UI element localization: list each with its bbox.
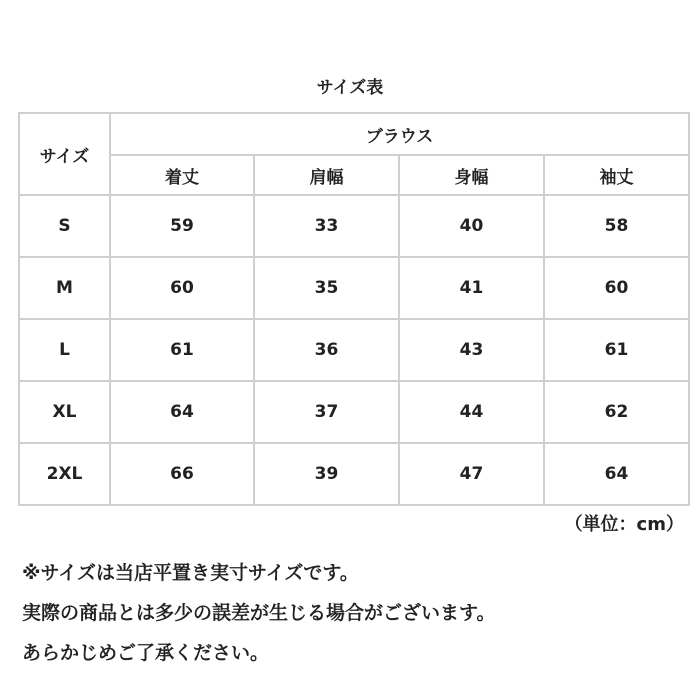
header-row-group	[19, 113, 689, 155]
table-cell: 44	[399, 381, 544, 443]
table-cell: 47	[399, 443, 544, 505]
note-line: ※サイズは当店平置き実寸サイズです。	[22, 562, 359, 584]
table-cell: 64	[110, 381, 254, 443]
table-cell: 59	[110, 195, 254, 257]
header-row-columns	[19, 155, 689, 195]
table-cell: 64	[544, 443, 689, 505]
notes	[22, 553, 495, 673]
size-column-header: サイズ	[19, 113, 110, 195]
note-line: あらかじめご了承ください。	[22, 642, 270, 664]
column-header-sleeve: 袖丈	[544, 155, 689, 195]
table-cell: 61	[544, 319, 689, 381]
page-title: サイズ表	[316, 78, 384, 98]
table-row	[19, 381, 689, 443]
table-cell: 35	[254, 257, 399, 319]
table-cell: 62	[544, 381, 689, 443]
size-label: XL	[19, 381, 110, 443]
table-cell: 61	[110, 319, 254, 381]
table-cell: 37	[254, 381, 399, 443]
size-table	[18, 112, 690, 506]
size-label: 2XL	[19, 443, 110, 505]
table-cell: 60	[544, 257, 689, 319]
table-row	[19, 443, 689, 505]
column-header-length: 着丈	[110, 155, 254, 195]
table-cell: 39	[254, 443, 399, 505]
size-label: M	[19, 257, 110, 319]
table-cell: 40	[399, 195, 544, 257]
table-row	[19, 319, 689, 381]
table-cell: 66	[110, 443, 254, 505]
size-label: L	[19, 319, 110, 381]
table-cell: 60	[110, 257, 254, 319]
column-header-chest: 身幅	[399, 155, 544, 195]
table-cell: 36	[254, 319, 399, 381]
blouse-group-header: ブラウス	[110, 113, 689, 155]
table-cell: 41	[399, 257, 544, 319]
unit-note: （単位：cm）	[564, 514, 684, 535]
table-cell: 43	[399, 319, 544, 381]
table-row	[19, 257, 689, 319]
table-cell: 33	[254, 195, 399, 257]
note-line: 実際の商品とは多少の誤差が生じる場合がございます。	[22, 602, 496, 624]
table-cell: 58	[544, 195, 689, 257]
column-header-shoulder: 肩幅	[254, 155, 399, 195]
size-table-body	[19, 113, 689, 505]
size-label: S	[19, 195, 110, 257]
table-row	[19, 195, 689, 257]
